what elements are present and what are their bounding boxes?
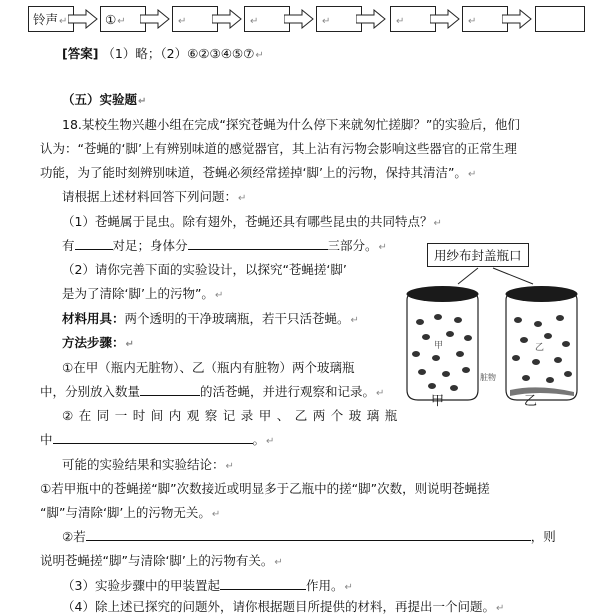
- q1-fill-line: [62, 236, 387, 254]
- flow-arrow-icon: [284, 9, 314, 29]
- q18-prompt: [62, 187, 246, 205]
- result-2-line-2-text: 说明苍蝇搓“脚”与清除‘脚’上的污物有关。: [40, 553, 274, 568]
- answer-line: [62, 44, 264, 62]
- return-mark: ↵: [378, 242, 387, 253]
- materials-label: 材料用具：: [62, 311, 125, 326]
- return-mark: ↵: [214, 290, 224, 301]
- q18-intro-line-3: [40, 163, 476, 181]
- section-title: [62, 90, 146, 108]
- flow-box-text: 铃声: [33, 12, 59, 27]
- method-label-text: 方法步骤：: [62, 335, 125, 350]
- return-mark: ↵: [495, 603, 505, 614]
- q1-question: （1）苍蝇属于昆虫。除有翅外，苍蝇还具有哪些昆虫的共同特点？: [62, 214, 433, 229]
- jar-left-caption: 甲: [431, 394, 445, 409]
- results-label: [62, 455, 234, 473]
- result-2-line-1: [62, 527, 556, 545]
- q18-intro-text: 功能，为了能时刻辨别味道，苍蝇必须经常搓掉‘脚’上的污物，保持其清洁”。: [40, 165, 467, 180]
- figure-callout-text: 用纱布封盖瓶口: [434, 248, 522, 263]
- return-mark: ↵: [274, 557, 283, 568]
- step-2-line-2: [40, 430, 274, 448]
- q4-text: （4）除上述已探究的问题外，请你根据题目所提供的材料，再提出一个问题。: [62, 599, 495, 614]
- callout-pointer-right: [493, 268, 533, 284]
- dirt-label: 脏物: [480, 373, 496, 382]
- q1-blank-body-parts[interactable]: [188, 237, 328, 250]
- jar-left-inner-label: 甲: [434, 341, 444, 351]
- step-1-start: 中，分别放入数量: [40, 384, 141, 399]
- flow-arrow-icon: [140, 9, 170, 29]
- result-2-start: ②若: [62, 529, 86, 544]
- return-mark: ↵: [138, 96, 147, 107]
- result-2-blank[interactable]: [86, 528, 531, 541]
- step-2-line-1: ②在同一时间内观察记录甲、乙两个玻璃瓶: [62, 408, 403, 423]
- return-mark: ↵: [468, 16, 477, 27]
- flow-arrow-icon: [212, 9, 242, 29]
- flow-box-8: [535, 6, 585, 32]
- result-1-line-2-text: “脚”与清除‘脚’上的污物无关。: [40, 505, 211, 520]
- flow-arrow-icon: [68, 9, 98, 29]
- return-mark: ↵: [125, 339, 134, 350]
- q3-blank[interactable]: [220, 577, 306, 590]
- gauze-lid-right: [506, 286, 578, 302]
- answer-text: （1）略；（2）⑥②③④⑤⑦: [102, 46, 255, 61]
- flow-arrow-icon: [430, 9, 460, 29]
- return-mark: ↵: [322, 16, 331, 27]
- return-mark: ↵: [178, 16, 187, 27]
- step-1-end: 的活苍蝇，并进行观察和记录。: [200, 384, 376, 399]
- answer-label: [答案]: [62, 46, 99, 61]
- step-2-end: 。: [252, 432, 266, 447]
- q18-prompt-text: 请根据上述材料回答下列问题：: [62, 189, 238, 204]
- step-2-blank[interactable]: [53, 431, 253, 444]
- return-mark: ↵: [225, 461, 234, 472]
- return-mark: ↵: [266, 436, 275, 447]
- materials-line: [62, 309, 359, 327]
- q2-line-2-text: 是为了清除‘脚’上的污物”。: [62, 286, 214, 301]
- return-mark: ↵: [396, 16, 405, 27]
- result-2-end: ，则: [530, 529, 556, 544]
- jar-right-caption: 乙: [524, 394, 538, 409]
- q3-start: （3）实验步骤中的甲装置起: [62, 578, 220, 593]
- return-mark: ↵: [467, 169, 477, 180]
- return-mark: ↵: [117, 16, 126, 27]
- q18-intro-line-2: 认为：“苍蝇的‘脚’上有辨别味道的感觉器官，其上沾有污物会影响这些器官的正常生理: [40, 141, 517, 156]
- flow-box-text: ①: [105, 12, 117, 27]
- step-1-blank[interactable]: [140, 383, 200, 396]
- q18-intro-line-1: 18.某校生物兴趣小组在完成“探究苍蝇为什么停下来就匆忙搓脚？”的实验后，他们: [62, 117, 520, 132]
- return-mark: ↵: [59, 16, 68, 27]
- step-1-line-2: [40, 382, 384, 400]
- result-2-line-2: [40, 551, 283, 569]
- q3-end: 作用。: [305, 578, 344, 593]
- q1-blank-legs[interactable]: [75, 237, 113, 250]
- callout-pointer-left: [458, 268, 478, 284]
- return-mark: ↵: [344, 582, 353, 593]
- jar-right: [506, 286, 578, 400]
- jar-left: [407, 286, 479, 400]
- jar-right-inner-label: 乙: [535, 343, 545, 353]
- flow-arrow-icon: [356, 9, 386, 29]
- q3-line: [62, 576, 353, 594]
- q2-line-2: [62, 284, 223, 302]
- step-1-line-1: ①在甲（瓶内无脏物）、乙（瓶内有脏物）两个玻璃瓶: [62, 360, 355, 375]
- results-label-text: 可能的实验结果和实验结论：: [62, 457, 225, 472]
- step-2-start: 中: [40, 432, 53, 447]
- return-mark: ↵: [255, 50, 264, 61]
- section-title-text: （五）实验题: [62, 92, 138, 107]
- return-mark: ↵: [211, 509, 221, 520]
- result-1-line-1: ①若甲瓶中的苍蝇搓“脚”次数接近或明显多于乙瓶中的搓“脚”次数，则说明苍蝇搓: [40, 481, 490, 496]
- return-mark: ↵: [433, 218, 442, 229]
- gauze-lid-left: [407, 286, 479, 302]
- return-mark: ↵: [238, 193, 247, 204]
- q1-fill-end: 三部分。: [327, 238, 378, 253]
- flow-arrow-icon: [502, 9, 532, 29]
- q4-line: [62, 597, 504, 615]
- materials-text: 两个透明的干净玻璃瓶，若干只活苍蝇。: [124, 311, 350, 326]
- q1-text: [62, 212, 442, 230]
- jar-figure: [398, 262, 598, 404]
- q2-line-1: （2）请你完善下面的实验设计，以探究“苍蝇搓‘脚’: [62, 262, 347, 277]
- q1-fill-mid: 对足；身体分: [112, 238, 188, 253]
- method-label: [62, 333, 134, 351]
- return-mark: ↵: [250, 16, 259, 27]
- result-1-line-2: [40, 503, 220, 521]
- return-mark: ↵: [376, 388, 385, 399]
- return-mark: ↵: [350, 315, 359, 326]
- q1-fill-start: 有: [62, 238, 75, 253]
